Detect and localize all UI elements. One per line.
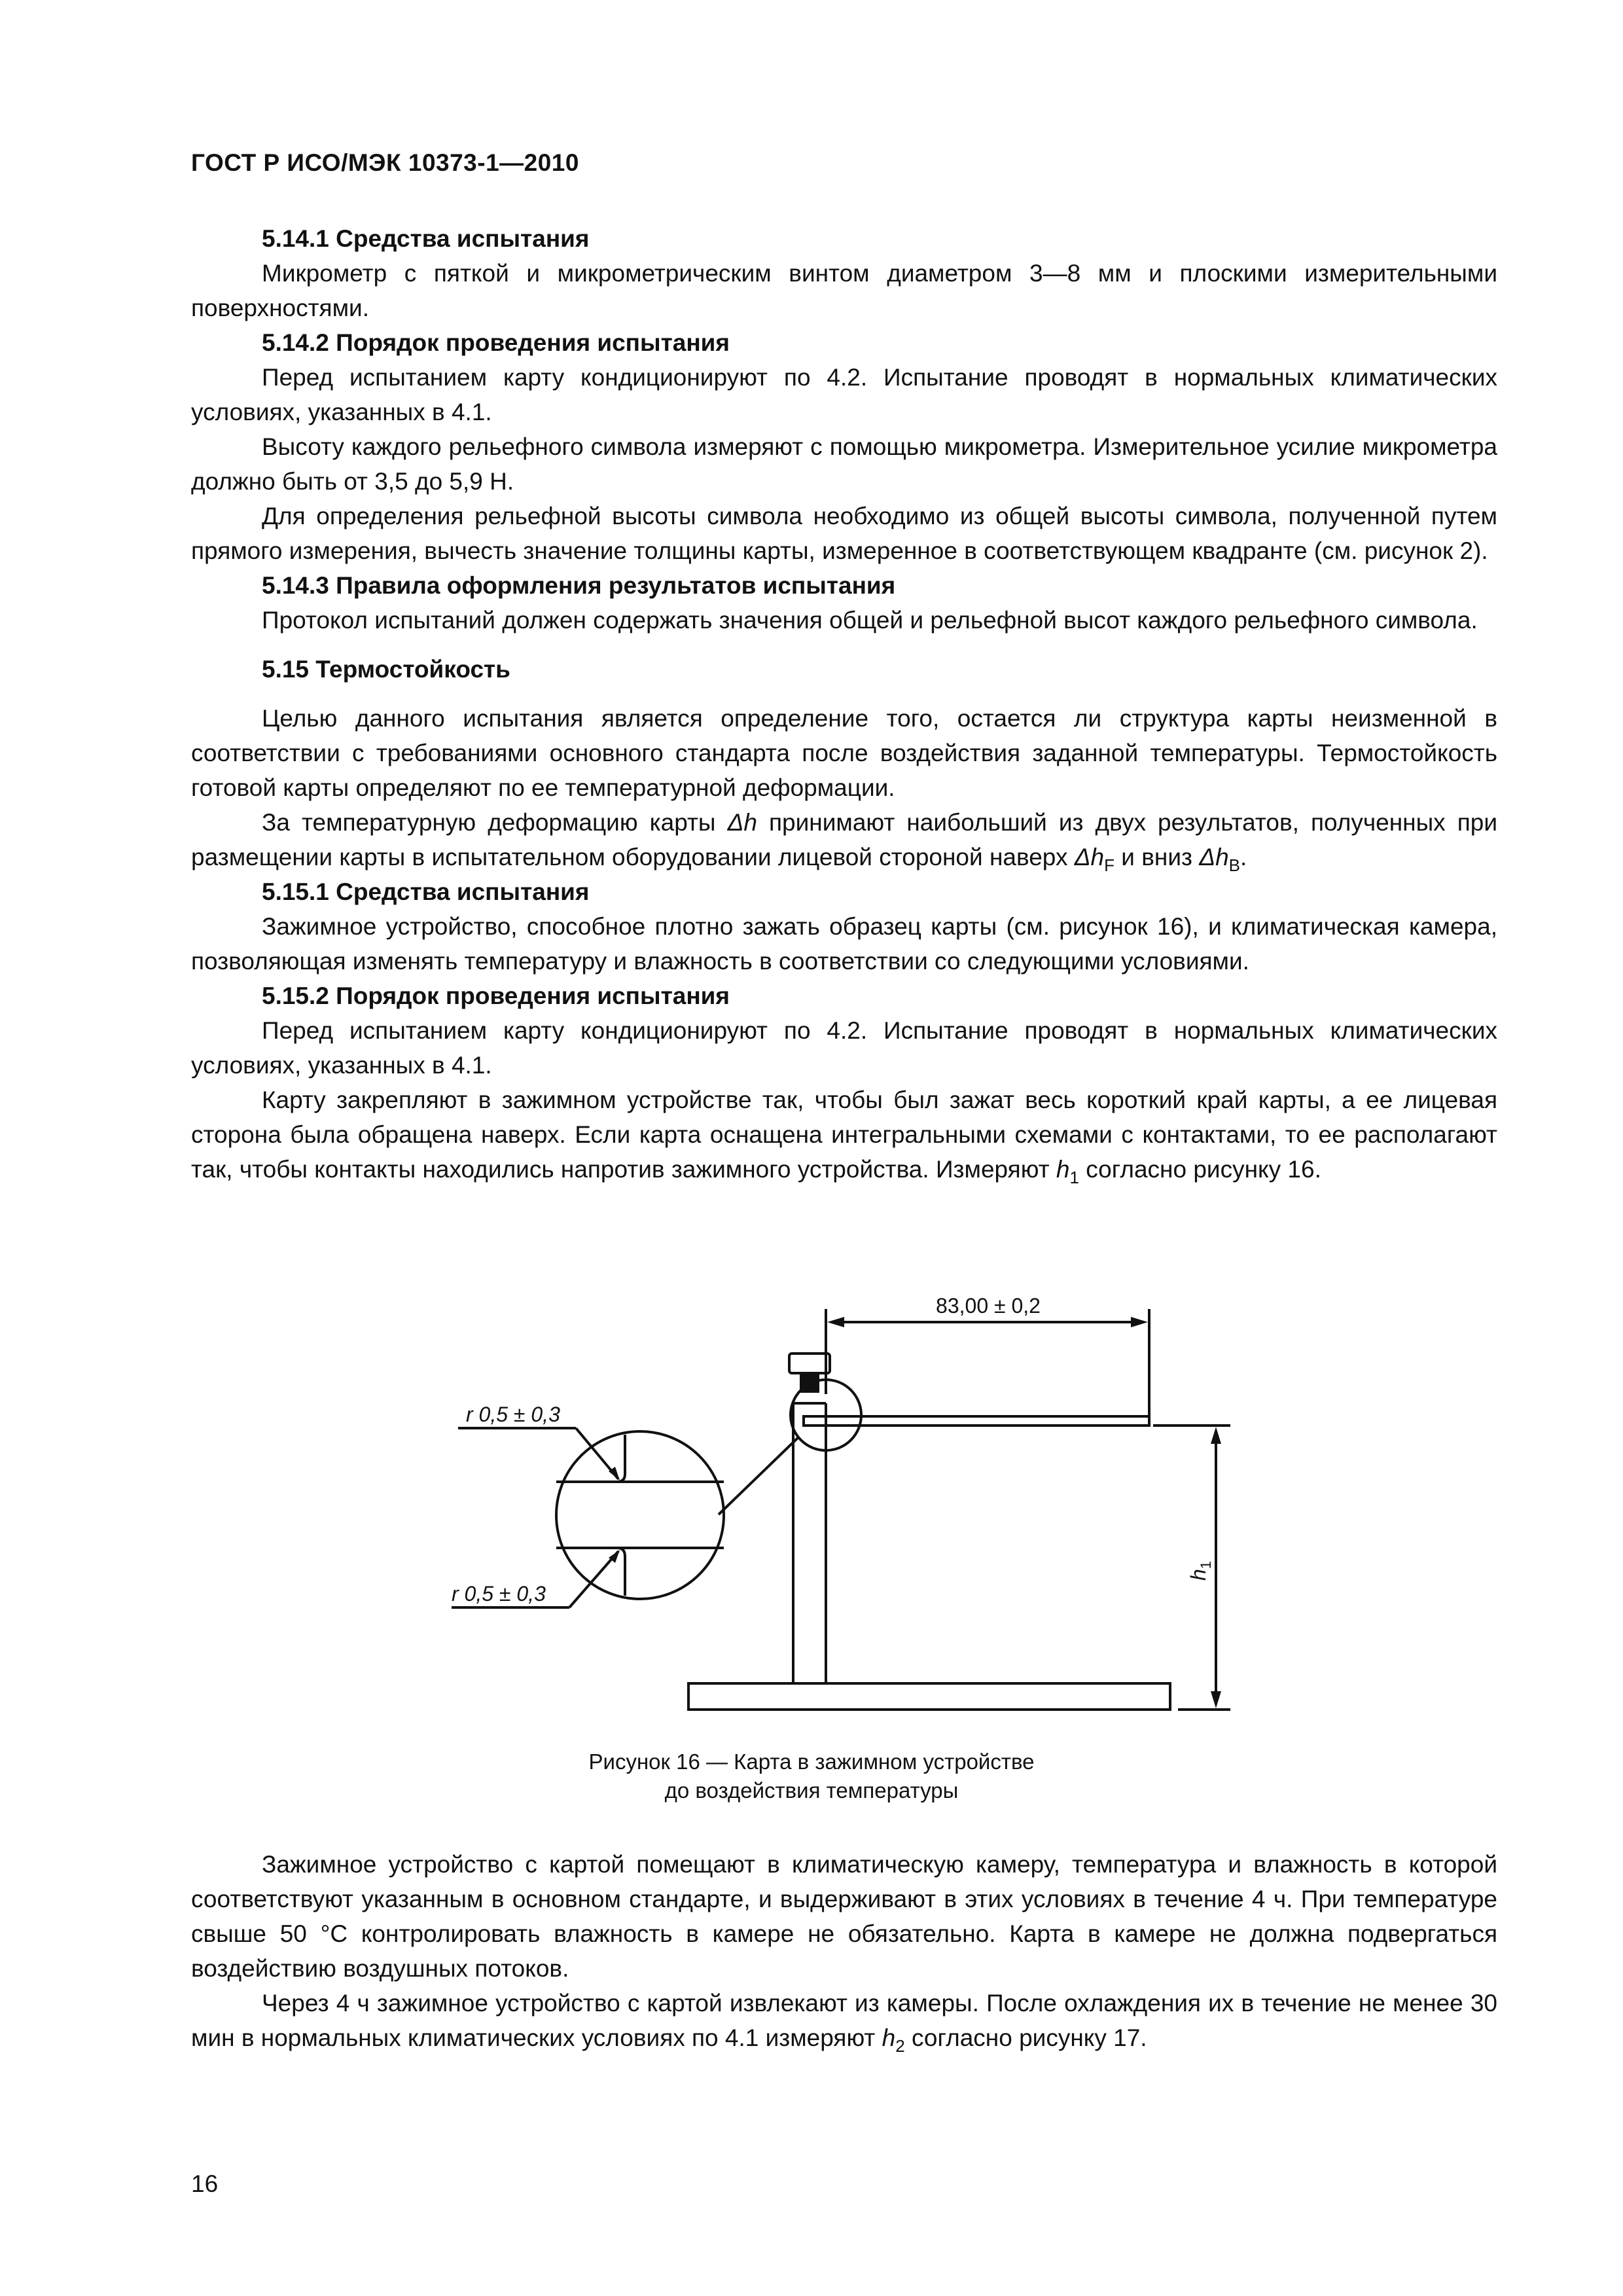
paragraph-5-15-2-a: Перед испытанием карту кондиционируют по 4.2. Испытание проводят в нормальных климатических условиях, указанных в 4.1.	[191, 1017, 1497, 1079]
dim-length-label: 83,00 ± 0,2	[936, 1294, 1041, 1318]
arrow-h-bottom	[1211, 1691, 1221, 1708]
paragraph-5-14-2-a: Перед испытанием карту кондиционируют по 4.2. Испытание проводят в нормальных климатических условиях, указанных в 4.1.	[191, 364, 1497, 425]
heading-5-15: 5.15 Термостойкость	[262, 656, 510, 683]
detail-circle	[556, 1431, 724, 1599]
clamp-diagram	[0, 1283, 1623, 1767]
paragraph-5-14-1: Микрометр с пяткой и микрометрическим винтом диаметром 3—8 мм и плоскими измерительными поверхностями.	[191, 260, 1497, 321]
clamp-base	[688, 1683, 1170, 1710]
h1-symbol: h	[1056, 1156, 1070, 1183]
svg-text:h1: $h_1$	[1186, 1560, 1214, 1581]
h2-symbol: h	[882, 2024, 896, 2051]
caption-line-1: Рисунок 16 — Карта в зажимном устройстве	[588, 1749, 1035, 1774]
paragraph-5-15-2-b: Карту закрепляют в зажимном устройстве так, чтобы был зажат весь короткий край карты, а ее лицевая сторона была обращена наверх. Если карта оснащена интегральными схемами с контактами, то ее располагают так, чтобы контакты находились напротив зажимного устройства. Измеряют $h_1$ согласно рисунку 16.	[191, 1086, 1497, 1187]
document-header: ГОСТ Р ИСО/МЭК 10373-1—2010	[191, 149, 579, 176]
caption-line-2: до воздействия температуры	[664, 1778, 959, 1803]
paragraph-5-15-1: Зажимное устройство, способное плотно зажать образец карты (см. рисунок 16), и климатическая камера, позволяющая изменять температуру и влажность в соответствии со следующими условиями.	[191, 913, 1497, 975]
main-text	[191, 221, 1497, 1187]
heading-5-15-2: 5.15.2 Порядок проведения испытания	[262, 982, 730, 1009]
paragraph-5-15-a: Целью данного испытания является определение того, остается ли структура карты неизменной в соответствии с требованиями основного стандарта после воздействия заданной температуры. Термостойкость готовой карты определяют по ее температурной деформации.	[191, 705, 1497, 801]
heading-5-14-2: 5.14.2 Порядок проведения испытания	[262, 329, 730, 356]
delta-hb-symbol: Δh	[1199, 844, 1229, 870]
clamp-screw-head	[789, 1354, 830, 1373]
radius-top-label: r 0,5 ± 0,3	[466, 1403, 560, 1426]
heading-5-14-1: 5.14.1 Средства испытания	[262, 225, 590, 252]
heading-5-15-1: 5.15.1 Средства испытания	[262, 878, 590, 905]
arrow-length-right	[1131, 1317, 1148, 1327]
page-number: 16	[191, 2170, 219, 2197]
paragraph-5-14-2-b: Высоту каждого рельефного символа измеряют с помощью микрометра. Измерительное усилие микрометра должно быть от 3,5 до 5,9 Н.	[191, 433, 1497, 495]
detail-jaw-lower	[617, 1548, 625, 1596]
delta-hf-symbol: Δh	[1074, 844, 1105, 870]
detail-jaw-upper	[617, 1435, 625, 1482]
paragraph-5-14-3: Протокол испытаний должен содержать значения общей и рельефной высот каждого рельефного символа.	[262, 607, 1478, 634]
radius-bottom-label: r 0,5 ± 0,3	[452, 1582, 546, 1605]
card	[804, 1416, 1149, 1426]
heading-5-14-3: 5.14.3 Правила оформления результатов испытания	[262, 572, 896, 599]
figure-caption	[0, 1748, 1623, 1805]
detail-leader	[719, 1437, 798, 1515]
figure-16	[0, 1283, 1623, 1767]
dim-h1-label	[1186, 1561, 1214, 1581]
arrow-length-left	[827, 1317, 844, 1327]
clamp-screw-shaft	[800, 1373, 819, 1393]
paragraph-5-15-b: За температурную деформацию карты Δh принимают наибольший из двух результатов, полученных при размещении карты в испытательном оборудовании лицевой стороной наверх $\Delta h_F$ и вниз $\Delta h_B$.	[191, 809, 1497, 875]
paragraph-5-14-2-c: Для определения рельефной высоты символа необходимо из общей высоты символа, полученной путем прямого измерения, вычесть значение толщины карты, измеренное в соответствующем квадранте (см. рисунок 2).	[191, 503, 1497, 564]
main-text-continued	[191, 1847, 1497, 2055]
paragraph-5-15-2-c: Зажимное устройство с картой помещают в климатическую камеру, температура и влажность в которой соответствуют указанным в основном стандарте, и выдерживают в этих условиях в течение 4 ч. При температуре свыше 50 °С контролировать влажность в камере не обязательно. Карта в камере не должна подвергаться воздействию воздушных потоков.	[191, 1851, 1497, 1982]
paragraph-5-15-2-d: Через 4 ч зажимное устройство с картой извлекают из камеры. После охлаждения их в течение не менее 30 мин в нормальных климатических условиях по 4.1 измеряют $h_2$ согласно рисунку 17.	[191, 1990, 1497, 2056]
delta-h-symbol: Δh	[727, 809, 757, 836]
arrow-h-top	[1211, 1427, 1221, 1444]
